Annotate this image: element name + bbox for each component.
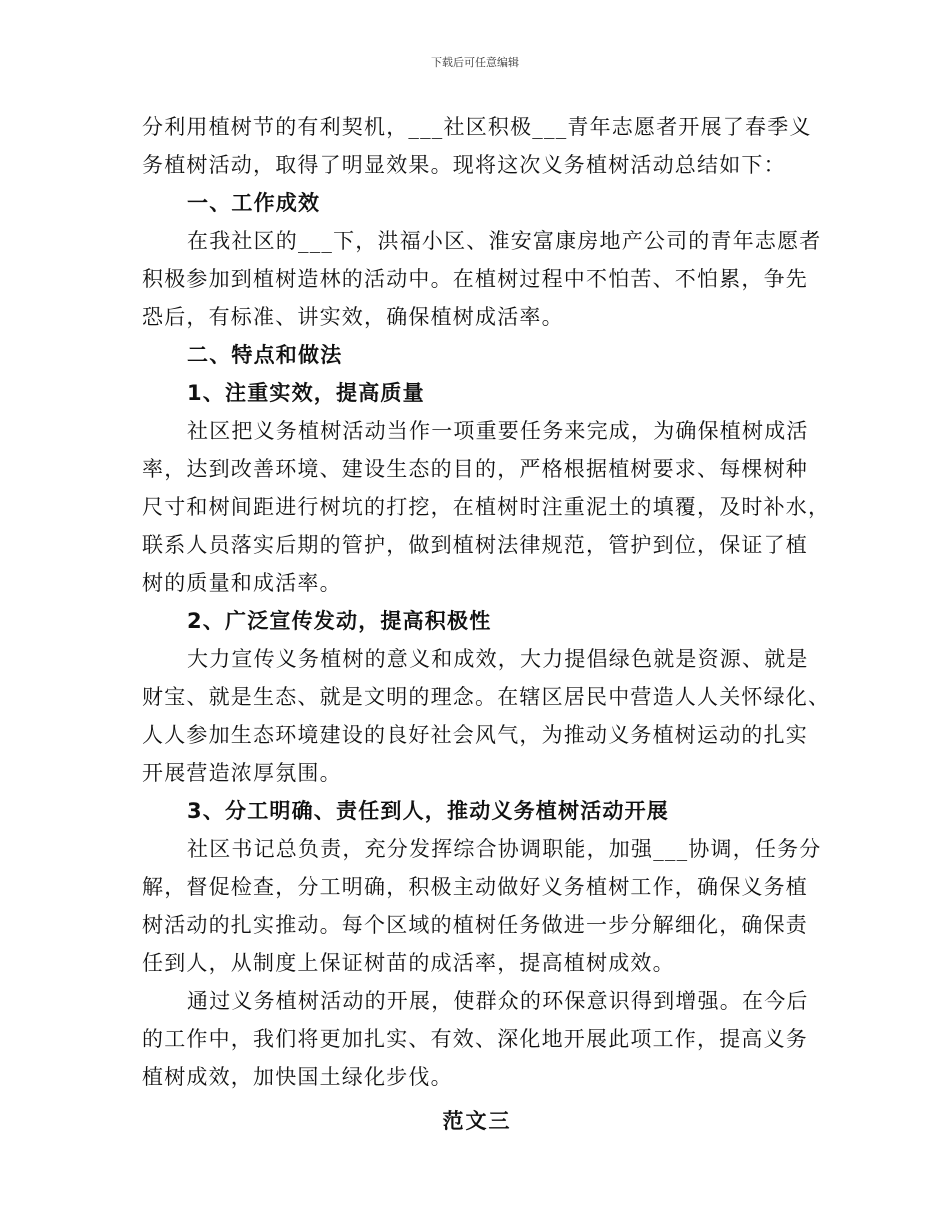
paragraph-line: 在我社区的___下，洪福小区、淮安富康房地产公司的青年志愿者 — [187, 229, 822, 253]
paragraph-line: 分利用植树节的有利契机，___社区积极___青年志愿者开展了春季义 — [142, 115, 812, 139]
paragraph-line: 开展营造浓厚氛围。 — [142, 761, 342, 785]
paragraph-line: 恐后，有标准、讲实效，确保植树成活率。 — [142, 305, 564, 329]
document-body — [142, 108, 831, 1140]
page-header-note: 下载后可任意编辑 — [431, 56, 519, 69]
paragraph-line: 解，督促检查，分工明确，积极主动做好义务植树工作，确保义务植 — [142, 875, 808, 899]
paragraph-line: 任到人，从制度上保证树苗的成活率，提高植树成效。 — [142, 951, 675, 975]
paragraph-line: 尺寸和树间距进行树坑的打挖，在植树时注重泥土的填覆，及时补水， — [142, 495, 831, 519]
paragraph-line: 的工作中，我们将更加扎实、有效、深化地开展此项工作，提高义务 — [142, 1027, 808, 1051]
section-heading: 二、特点和做法 — [187, 343, 343, 367]
paragraph-line: 树的质量和成活率。 — [142, 571, 342, 595]
subsection-heading: 3、分工明确、责任到人，推动义务植树活动开展 — [187, 799, 670, 823]
section-heading: 一、工作成效 — [187, 191, 321, 215]
paragraph-line: 社区把义务植树活动当作一项重要任务来完成，为确保植树成活 — [187, 419, 809, 443]
paragraph-line: 财宝、就是生态、就是文明的理念。在辖区居民中营造人人关怀绿化、 — [142, 685, 831, 709]
section-title: 范文三 — [442, 1109, 512, 1133]
paragraph-line: 树活动的扎实推动。每个区域的植树任务做进一步分解细化，确保责 — [142, 913, 808, 937]
subsection-heading: 2、广泛宣传发动，提高积极性 — [187, 609, 492, 633]
paragraph-line: 务植树活动，取得了明显效果。现将这次义务植树活动总结如下： — [142, 153, 786, 177]
paragraph-line: 率，达到改善环境、建设生态的目的，严格根据植树要求、每棵树种 — [142, 457, 808, 481]
paragraph-line: 联系人员落实后期的管护，做到植树法律规范，管护到位，保证了植 — [142, 533, 808, 557]
paragraph-line: 社区书记总负责，充分发挥综合协调职能，加强___协调，任务分 — [187, 837, 822, 861]
paragraph-line: 积极参加到植树造林的活动中。在植树过程中不怕苦、不怕累，争先 — [142, 267, 808, 291]
paragraph-line: 植树成效，加快国土绿化步伐。 — [142, 1065, 453, 1089]
paragraph-line: 通过义务植树活动的开展，使群众的环保意识得到增强。在今后 — [187, 989, 809, 1013]
paragraph-line: 大力宣传义务植树的意义和成效，大力提倡绿色就是资源、就是 — [187, 647, 809, 671]
subsection-heading: 1、注重实效，提高质量 — [187, 381, 425, 405]
paragraph-line: 人人参加生态环境建设的良好社会风气，为推动义务植树运动的扎实 — [142, 723, 808, 747]
